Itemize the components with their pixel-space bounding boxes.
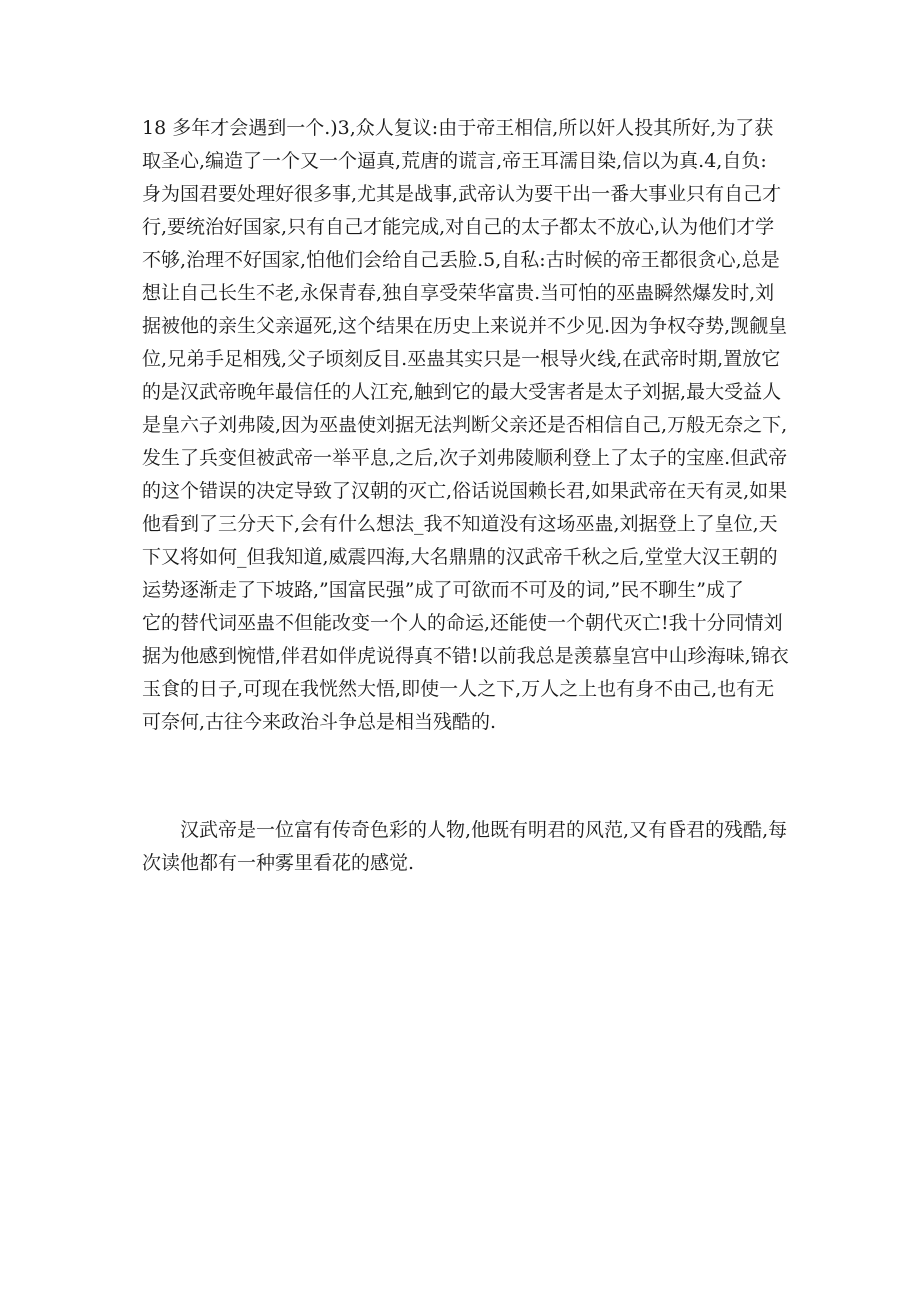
text-line: 取圣心,编造了一个又一个逼真,荒唐的谎言,帝王耳濡目染,信以为真.4,自负: [142,150,767,172]
text-line: 18 多年才会遇到一个.)3,众人复议:由于帝王相信,所以奸人投其所好,为了获 [142,117,774,139]
text-line: 可奈何,古往今来政治斗争总是相当残酷的. [142,711,497,733]
text-line: 行,要统治好国家,只有自己才能完成,对自己的太子都太不放心,认为他们才学 [142,216,775,238]
text-line: 身为国君要处理好很多事,尤其是战事,武帝认为要干出一番大事业只有自己才 [142,183,782,205]
text-line: 不够,治理不好国家,怕他们会给自己丢脸.5,自私:古时候的帝王都很贪心,总是 [142,249,780,271]
text-line: 玉食的日子,可现在我恍然大悟,即使一人之下,万人之上也有身不由己,也有无 [142,678,775,700]
text-line: 是皇六子刘弗陵,因为巫蛊使刘据无法判断父亲还是否相信自己,万般无奈之下, [142,414,788,436]
text-line: 运势逐渐走了下坡路,”国富民强”成了可欲而不可及的词,”民不聊生”成了 [142,579,744,601]
text-line: 汉武帝是一位富有传奇色彩的人物,他既有明君的风范,又有昏君的残酷,每 [142,819,788,841]
paragraph-2 [142,814,788,880]
text-line: 次读他都有一种雾里看花的感觉. [142,852,415,874]
text-line: 它的替代词巫蛊不但能改变一个人的命运,还能使一个朝代灭亡!我十分同情刘 [142,612,783,634]
text-line: 下又将如何_但我知道,威震四海,大名鼎鼎的汉武帝千秋之后,堂堂大汉王朝的 [142,546,778,568]
text-line: 位,兄弟手足相残,父子顷刻反目.巫蛊其实只是一根导火线,在武帝时期,置放它 [142,348,781,370]
text-line: 的是汉武帝晚年最信任的人江充,触到它的最大受害者是太子刘据,最大受益人 [142,381,782,403]
text-line: 的这个错误的决定导致了汉朝的灭亡,俗话说国赖长君,如果武帝在天有灵,如果 [142,480,788,502]
text-line: 据被他的亲生父亲逼死,这个结果在历史上来说并不少见.因为争权夺势,觊觎皇 [142,315,788,337]
text-line: 发生了兵变但被武帝一举平息,之后,次子刘弗陵顺利登上了太子的宝座.但武帝 [142,447,788,469]
text-line: 他看到了三分天下,会有什么想法_我不知道没有这场巫蛊,刘据登上了皇位,天 [142,513,778,535]
text-line: 想让自己长生不老,永保青春,独自享受荣华富贵.当可怕的巫蛊瞬然爆发时,刘 [142,282,775,304]
text-line: 据为他感到惋惜,伴君如伴虎说得真不错!以前我总是羡慕皇宫中山珍海味,锦衣 [142,645,789,667]
paragraph-1 [142,112,789,739]
